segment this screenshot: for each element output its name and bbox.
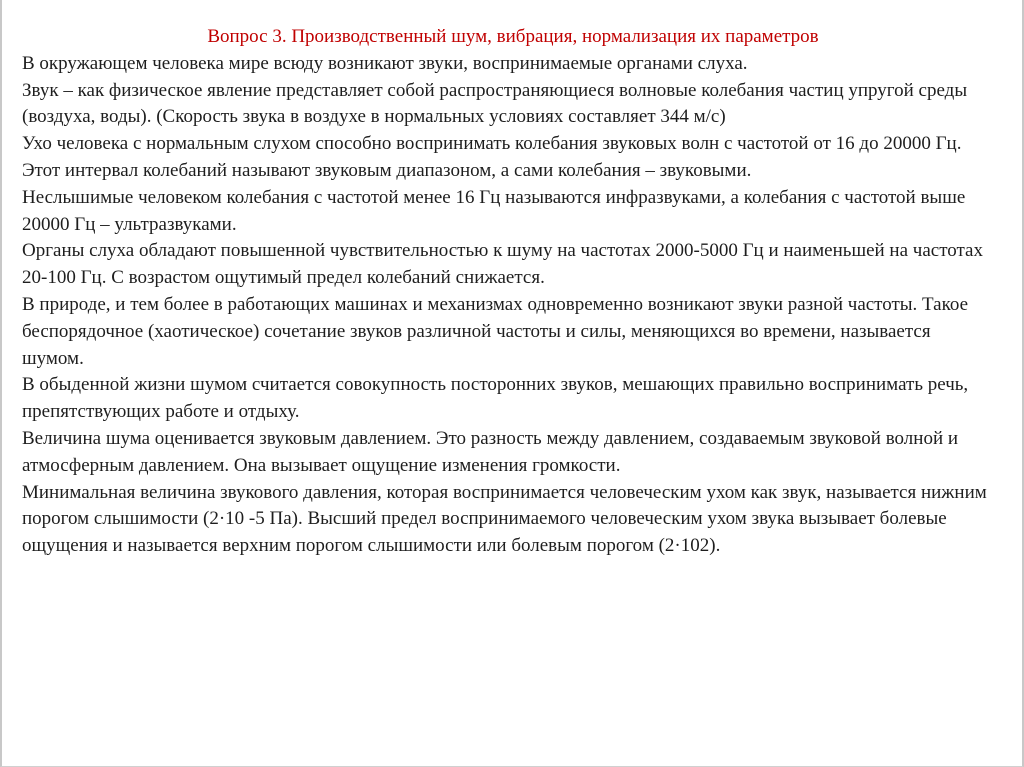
paragraph-hearing-sensitivity: Органы слуха обладают повышенной чувствительностью к шуму на частотах 2000-5000 Гц и наименьшей на частотах 20-100 Гц. С возрастом ощутимый предел колебаний снижается.: [22, 240, 983, 289]
paragraph-sound-pressure: Величина шума оценивается звуковым давлением. Это разность между давлением, создаваемым звуковой волной и атмосферным давлением. Она вызывает ощущение изменения громкости.: [22, 427, 959, 476]
paragraph-hearing-thresholds: Минимальная величина звукового давления, которая воспринимается человеческим ухом как звук, называется нижним порогом слышимости (2·10 -5 Па). Высший предел воспринимаемого человеческим ухом звука вызывает болевые ощущения и называется верхним порогом слышимости или болевым порогом (2·102).: [22, 481, 987, 557]
paragraph-sound-definition: Звук – как физическое явление представляет собой распространяющиеся волновые колебания частиц упругой среды (воздуха, воды). (Скорость звука в воздухе в нормальных условиях составляет 344 м/с): [22, 79, 968, 128]
slide-title: Вопрос 3. Производственный шум, вибрация, нормализация их параметров: [207, 26, 819, 47]
slide-content: [22, 24, 992, 560]
paragraph-hearing-range: Ухо человека с нормальным слухом способно воспринимать колебания звуковых волн с частотой от 16 до 20000 Гц. Этот интервал колебаний называют звуковым диапазоном, а сами колебания – звуковыми.: [22, 133, 962, 181]
paragraph-sound-perception: В окружающем человека мире всюду возникают звуки, воспринимаемые органами слуха.: [22, 52, 748, 74]
paragraph-everyday-noise: В обыденной жизни шумом считается совокупность посторонних звуков, мешающих правильно воспринимать речь, препятствующих работе и отдыху.: [22, 374, 969, 423]
paragraph-infra-ultra-sound: Неслышимые человеком колебания с частотой менее 16 Гц называются инфразвуками, а колебания с частотой выше 20000 Гц – ультразвуками.: [22, 186, 966, 235]
paragraph-noise-definition: В природе, и тем более в работающих машинах и механизмах одновременно возникают звуки разной частоты. Такое беспорядочное (хаотическое) сочетание звуков различной частоты и силы, меняющихся во времени, называется шумом.: [22, 293, 969, 369]
